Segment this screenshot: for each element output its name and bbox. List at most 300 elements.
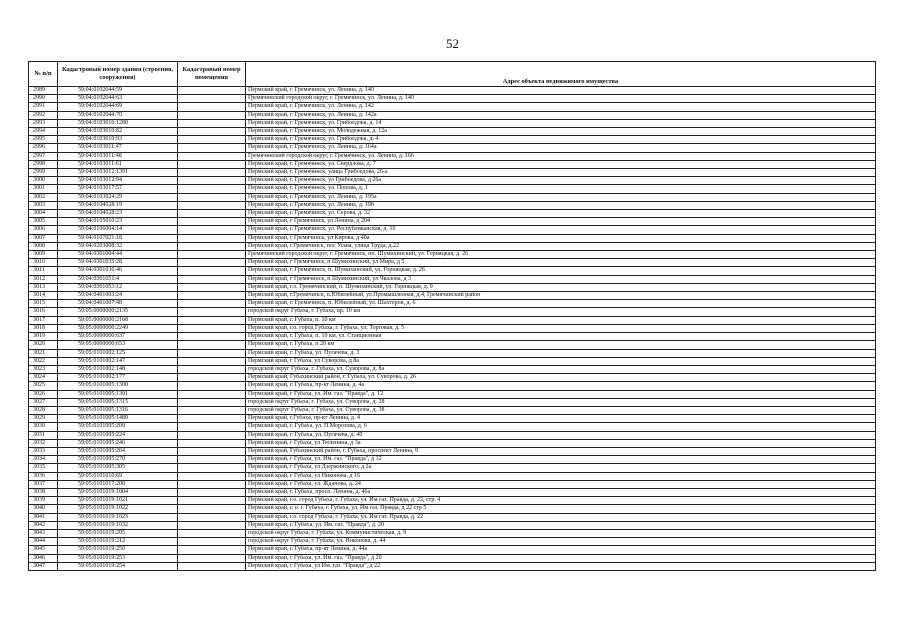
property-address: Пермский край, г. Губаха, п. 10 км, ул. Станционная [246, 333, 876, 341]
row-number: 3008 [29, 242, 58, 250]
row-number: 2990 [29, 95, 58, 103]
building-cadastral-number: 59:05:0101019:1023 [58, 513, 178, 521]
building-cadastral-number: 59:04:0102044:69 [58, 103, 178, 111]
row-number: 3014 [29, 292, 58, 300]
building-cadastral-number: 59:04:0102044:63 [58, 95, 178, 103]
room-cadastral-number [178, 374, 246, 382]
building-cadastral-number: 59:05:0101005:270 [58, 456, 178, 464]
row-number: 3032 [29, 439, 58, 447]
row-number: 3037 [29, 480, 58, 488]
property-address: Пермский край, г. Гремячинск, ул. Ленина, д. 164а [246, 144, 876, 152]
row-number: 3026 [29, 390, 58, 398]
table-row [29, 234, 876, 242]
row-number: 3003 [29, 201, 58, 209]
building-cadastral-number: 59:05:0101019:1032 [58, 521, 178, 529]
table-row [29, 292, 876, 300]
room-cadastral-number [178, 497, 246, 505]
table-row [29, 201, 876, 209]
table-row [29, 357, 876, 365]
room-cadastral-number [178, 259, 246, 267]
building-cadastral-number: 59:05:0101017:208 [58, 480, 178, 488]
building-cadastral-number: 59:04:0203008:32 [58, 242, 178, 250]
row-number: 2992 [29, 111, 58, 119]
table-row [29, 480, 876, 488]
table-row [29, 538, 876, 546]
room-cadastral-number [178, 275, 246, 283]
building-cadastral-number: 59:05:0101005:1480 [58, 415, 178, 423]
row-number: 3020 [29, 341, 58, 349]
building-cadastral-number: 59:05:0101019:1022 [58, 505, 178, 513]
room-cadastral-number [178, 431, 246, 439]
building-cadastral-number: 59:04:0103012:1391 [58, 169, 178, 177]
room-cadastral-number [178, 357, 246, 365]
room-cadastral-number [178, 111, 246, 119]
room-cadastral-number [178, 193, 246, 201]
table-row [29, 259, 876, 267]
row-number: 3041 [29, 513, 58, 521]
property-address: Пермский край, г.о. город Губаха, г. Губаха, ул. Им газ. Правда, д. 22 [246, 513, 876, 521]
table-row [29, 497, 876, 505]
table-row [29, 456, 876, 464]
row-number: 3022 [29, 357, 58, 365]
building-cadastral-number: 59:04:0103017:57 [58, 185, 178, 193]
row-number: 3009 [29, 251, 58, 259]
room-cadastral-number [178, 349, 246, 357]
property-address: Пермский край, г. Губаха, просп. Ленина, д. 46а [246, 488, 876, 496]
table-row [29, 513, 876, 521]
row-number: 3000 [29, 177, 58, 185]
building-cadastral-number: 59:04:0103010:93 [58, 136, 178, 144]
building-cadastral-number: 59:04:0103024:29 [58, 193, 178, 201]
table-row [29, 349, 876, 357]
property-address: Пермский край, г. Губаха, п 20 км [246, 341, 876, 349]
building-cadastral-number: 59:05:0101002:177 [58, 374, 178, 382]
property-address: Пермский край, г Губаха, ул Суворова, д 8а [246, 357, 876, 365]
building-cadastral-number: 59:04:0103011:48 [58, 152, 178, 160]
table-row [29, 505, 876, 513]
room-cadastral-number [178, 144, 246, 152]
property-address: Пермский край, г.Гремячинск, п.Юбилейный, ул.Промышленная, д.4, Гремячинский район [246, 292, 876, 300]
row-number: 3044 [29, 538, 58, 546]
room-cadastral-number [178, 513, 246, 521]
room-cadastral-number [178, 488, 246, 496]
table-row [29, 333, 876, 341]
building-cadastral-number: 59:04:0106004:14 [58, 226, 178, 234]
property-address: городской округ Губаха, г. Губаха, пр. 10 км [246, 308, 876, 316]
row-number: 3035 [29, 464, 58, 472]
property-address: Пермский край, г.о. город Губаха, г. Губаха, ул. Торговая, д. 5 [246, 324, 876, 332]
building-cadastral-number: 59:04:0107021:18 [58, 234, 178, 242]
table-row [29, 185, 876, 193]
building-cadastral-number: 59:05:0000000:2135 [58, 308, 178, 316]
property-address: Пермский край, г. Губаха, п. 10 км [246, 316, 876, 324]
room-cadastral-number [178, 562, 246, 570]
row-number: 3017 [29, 316, 58, 324]
property-address: Пермский край, г. Гремячинск, ул. Грибоедова, д. 4 [246, 136, 876, 144]
row-number: 3034 [29, 456, 58, 464]
property-address: Пермский край, г. Гремячинск, ул. Ленина, д. 198 [246, 201, 876, 209]
table-row [29, 406, 876, 414]
building-cadastral-number: 59:04:0301051:4 [58, 275, 178, 283]
room-cadastral-number [178, 218, 246, 226]
row-number: 3021 [29, 349, 58, 357]
property-address: Пермский край, г.Губаха, пр-кт Ленина, д. 4 [246, 415, 876, 423]
property-address: Пермский край, г Губаха, ул. Им. газ. "Правда", д 20 [246, 554, 876, 562]
property-address: Пермский край, г. Гремячинск, ул. Ленина, д. 195а [246, 193, 876, 201]
building-cadastral-number: 59:04:0105010:23 [58, 218, 178, 226]
property-address: Пермский край, г Гремячинск, п Шумихинский, ул Чкалова, д 3 [246, 275, 876, 283]
table-row [29, 87, 876, 95]
property-address: Пермский край, г Губаха, ул Никонова, д 16 [246, 472, 876, 480]
building-cadastral-number: 59:04:0103010:82 [58, 128, 178, 136]
property-address: Пермский край, г Губаха, ул. Им. газ. "Правда", д. 12 [246, 390, 876, 398]
table-row [29, 390, 876, 398]
row-number: 2994 [29, 128, 58, 136]
property-address: Пермский край, г.Гремячинск, пос Усьва, улица Труда, д.22 [246, 242, 876, 250]
row-number: 3023 [29, 365, 58, 373]
property-address: Пермский край, г. Гремячинск, ул. Республиканская, д. 16 [246, 226, 876, 234]
table-row [29, 431, 876, 439]
property-address: Пермский край, г. Гремячинск, ул. Ленина, д. 142а [246, 111, 876, 119]
room-cadastral-number [178, 242, 246, 250]
room-cadastral-number [178, 439, 246, 447]
room-cadastral-number [178, 333, 246, 341]
building-cadastral-number: 59:05:0101002:148 [58, 365, 178, 373]
building-cadastral-number: 59:04:0301053:12 [58, 283, 178, 291]
row-number: 3018 [29, 324, 58, 332]
row-number: 3045 [29, 546, 58, 554]
property-address: Пермский край, г Губаха, ул Им. газ. "Правда", д 22 [246, 562, 876, 570]
row-number: 3039 [29, 497, 58, 505]
room-cadastral-number [178, 136, 246, 144]
table-row [29, 308, 876, 316]
table-row [29, 177, 876, 185]
room-cadastral-number [178, 283, 246, 291]
property-table [28, 61, 876, 571]
property-address: Пермский край, г Губаха, ул. Жданова, д. 24 [246, 480, 876, 488]
property-address: Пермский край, г Губаха, ул. Им. газ. "Правда", д 12 [246, 456, 876, 464]
property-address: Пермский край, г. Гремячинск, ул. Попова, д. 1 [246, 185, 876, 193]
property-address: Пермский край, г. Гремячинск, ул. Ленина, д. 142 [246, 103, 876, 111]
table-row [29, 464, 876, 472]
property-address: городской округ Губаха, г. Губаха, ул. Коммунистическая, д. 9 [246, 529, 876, 537]
building-cadastral-number: 59:05:0101002:147 [58, 357, 178, 365]
room-cadastral-number [178, 103, 246, 111]
row-number: 3002 [29, 193, 58, 201]
row-number: 3011 [29, 267, 58, 275]
room-cadastral-number [178, 292, 246, 300]
property-address: Гремячинский городской округ, г. Гремячинск, ул. Ленина, д. 166 [246, 152, 876, 160]
table-row [29, 521, 876, 529]
property-address: Пермский край, г. Губаха, ул. Пугачева, д. 40 [246, 431, 876, 439]
header-building-cadastral: Кадастровый номер здания (строения, сооружения) [58, 62, 178, 87]
room-cadastral-number [178, 201, 246, 209]
room-cadastral-number [178, 185, 246, 193]
row-number: 3040 [29, 505, 58, 513]
property-address: Пермский край, г Гремячинск, ул Кирова, д 40а [246, 234, 876, 242]
building-cadastral-number: 59:04:0103011:61 [58, 160, 178, 168]
building-cadastral-number: 59:04:0103010:1280 [58, 119, 178, 127]
table-row [29, 218, 876, 226]
building-cadastral-number: 59:05:0101002:125 [58, 349, 178, 357]
table-row [29, 267, 876, 275]
table-row [29, 423, 876, 431]
table-row [29, 144, 876, 152]
row-number: 3015 [29, 300, 58, 308]
room-cadastral-number [178, 226, 246, 234]
table-row [29, 398, 876, 406]
room-cadastral-number [178, 160, 246, 168]
property-address: Пермский край, г. Гремячинск, ул Грибоедова, д 26а [246, 177, 876, 185]
table-row [29, 152, 876, 160]
building-cadastral-number: 59:04:0301004:44 [58, 251, 178, 259]
room-cadastral-number [178, 119, 246, 127]
row-number: 3001 [29, 185, 58, 193]
room-cadastral-number [178, 406, 246, 414]
building-cadastral-number: 59:05:0101019:1004 [58, 488, 178, 496]
table-row [29, 251, 876, 259]
row-number: 2996 [29, 144, 58, 152]
row-number: 3024 [29, 374, 58, 382]
row-number: 2991 [29, 103, 58, 111]
room-cadastral-number [178, 169, 246, 177]
room-cadastral-number [178, 251, 246, 259]
room-cadastral-number [178, 472, 246, 480]
table-row [29, 439, 876, 447]
header-address-blank [246, 62, 876, 79]
table-row [29, 546, 876, 554]
building-cadastral-number: 59:05:0000000:653 [58, 341, 178, 349]
row-number: 3028 [29, 406, 58, 414]
building-cadastral-number: 59:05:0101005:1315 [58, 398, 178, 406]
header-number: № п/п [29, 62, 58, 87]
row-number: 2998 [29, 160, 58, 168]
table-body [29, 87, 876, 571]
building-cadastral-number: 59:04:0104028:23 [58, 210, 178, 218]
row-number: 3031 [29, 431, 58, 439]
row-number: 2989 [29, 87, 58, 95]
building-cadastral-number: 59:05:0101005:1300 [58, 382, 178, 390]
building-cadastral-number: 59:05:0101019:212 [58, 538, 178, 546]
building-cadastral-number: 59:04:0301036:46 [58, 267, 178, 275]
room-cadastral-number [178, 554, 246, 562]
table-row [29, 103, 876, 111]
room-cadastral-number [178, 505, 246, 513]
building-cadastral-number: 59:05:0101010:69 [58, 472, 178, 480]
row-number: 3030 [29, 423, 58, 431]
property-address: Пермский край, г. Гремячинск, п. Шумихинский, ул. Горняцкая, д. 26 [246, 267, 876, 275]
row-number: 3010 [29, 259, 58, 267]
room-cadastral-number [178, 300, 246, 308]
table-row [29, 529, 876, 537]
table-row [29, 111, 876, 119]
property-address: городской округ Губаха, г. Губаха, ул. Никонова, д. 44 [246, 538, 876, 546]
property-address: городской округ Губаха, г. Губаха, ул. Суворова, д. 28 [246, 398, 876, 406]
property-address: Гремячинский городской округ, г. Гремячинск, ул. Ленина, д. 140 [246, 95, 876, 103]
row-number: 3033 [29, 447, 58, 455]
table-row [29, 554, 876, 562]
table-row [29, 95, 876, 103]
property-address: Пермский край, г. Гремячинск, ул. Молодежная, д. 12а [246, 128, 876, 136]
table-row [29, 488, 876, 496]
building-cadastral-number: 59:05:0101019:254 [58, 562, 178, 570]
property-address: Пермский край, г. Губаха, ул. Пугачева, д. 3 [246, 349, 876, 357]
row-number: 3027 [29, 398, 58, 406]
property-address: Пермский край, г. Гремячинск, ул. Свердлова, д. 7 [246, 160, 876, 168]
property-address: Пермский край, г. Гремячинск, ул. Грибоедова, д. 14 [246, 119, 876, 127]
table-row [29, 283, 876, 291]
building-cadastral-number: 59:05:0000000:2249 [58, 324, 178, 332]
table-row [29, 193, 876, 201]
header-address: Адрес объекта недвижимого имущества [246, 78, 876, 87]
row-number: 3042 [29, 521, 58, 529]
row-number: 3019 [29, 333, 58, 341]
header-room-cadastral: Кадастровый номер помещения [178, 62, 246, 87]
page-number: 52 [446, 36, 459, 51]
room-cadastral-number [178, 521, 246, 529]
property-address: Пермский край, г Гремячинск, ул Ленина, д 204 [246, 218, 876, 226]
table-row [29, 341, 876, 349]
table-row [29, 210, 876, 218]
room-cadastral-number [178, 95, 246, 103]
room-cadastral-number [178, 267, 246, 275]
room-cadastral-number [178, 87, 246, 95]
room-cadastral-number [178, 324, 246, 332]
property-address: Пермский край, г. Гремячинск, ул. Ленина, д. 140 [246, 87, 876, 95]
room-cadastral-number [178, 546, 246, 554]
building-cadastral-number: 59:05:0000000:2168 [58, 316, 178, 324]
property-address: Пермский край, г Гремячинск, п Шумихинский, ул Мира, д 5 [246, 259, 876, 267]
room-cadastral-number [178, 152, 246, 160]
row-number: 3046 [29, 554, 58, 562]
row-number: 3047 [29, 562, 58, 570]
room-cadastral-number [178, 390, 246, 398]
table-row [29, 324, 876, 332]
property-address: городской округ Губаха, г. Губаха, ул. Суворова, д. 8а [246, 365, 876, 373]
table-row [29, 382, 876, 390]
property-address: Пермский край, г. Губаха, ул. П.Морозова, д. 6 [246, 423, 876, 431]
building-cadastral-number: 59:04:0301035:28 [58, 259, 178, 267]
building-cadastral-number: 59:05:0101005:1316 [58, 406, 178, 414]
building-cadastral-number: 59:05:0101019:250 [58, 546, 178, 554]
table-row [29, 365, 876, 373]
table-row [29, 300, 876, 308]
building-cadastral-number: 59:04:0401007:48 [58, 300, 178, 308]
building-cadastral-number: 59:05:0101019:253 [58, 554, 178, 562]
row-number: 3016 [29, 308, 58, 316]
room-cadastral-number [178, 480, 246, 488]
building-cadastral-number: 59:04:0103012:94 [58, 177, 178, 185]
building-cadastral-number: 59:04:0401003:24 [58, 292, 178, 300]
row-number: 3013 [29, 283, 58, 291]
property-address: Пермский край, г. Губаха, ул. Им. газ. "Правда", д. 20 [246, 521, 876, 529]
room-cadastral-number [178, 316, 246, 324]
building-cadastral-number: 59:04:0102044:59 [58, 87, 178, 95]
room-cadastral-number [178, 128, 246, 136]
row-number: 3043 [29, 529, 58, 537]
property-address: Пермский край, г.о. Гремячинский, п. Шумихинский, ул. Горняцкая, д. 9 [246, 283, 876, 291]
property-address: Пермский край, Губахинский район, г. Губаха, проспект Ленина, 9 [246, 447, 876, 455]
table-row [29, 242, 876, 250]
room-cadastral-number [178, 341, 246, 349]
row-number: 3012 [29, 275, 58, 283]
property-address: Пермский край, г. Губаха, пр-кт Ленина, д. 44а [246, 546, 876, 554]
room-cadastral-number [178, 234, 246, 242]
room-cadastral-number [178, 177, 246, 185]
building-cadastral-number: 59:05:0101005:246 [58, 439, 178, 447]
room-cadastral-number [178, 308, 246, 316]
row-number: 3038 [29, 488, 58, 496]
building-cadastral-number: 59:05:0101005:224 [58, 431, 178, 439]
table-row [29, 160, 876, 168]
table-row [29, 472, 876, 480]
property-address: Пермский край, г.о. город Губаха, г. Губаха, ул. Им газ. Правда, д. 22, стр. 4 [246, 497, 876, 505]
room-cadastral-number [178, 423, 246, 431]
row-number: 3004 [29, 210, 58, 218]
building-cadastral-number: 59:04:0103011:47 [58, 144, 178, 152]
table-row [29, 136, 876, 144]
building-cadastral-number: 59:04:0102044:70 [58, 111, 178, 119]
row-number: 3029 [29, 415, 58, 423]
property-address: городской округ Губаха, г. Губаха, ул. Суворова, д. 38 [246, 406, 876, 414]
room-cadastral-number [178, 382, 246, 390]
building-cadastral-number: 59:04:0104028:19 [58, 201, 178, 209]
building-cadastral-number: 59:05:0101019:205 [58, 529, 178, 537]
property-address: Пермский край, г. Гремячинск, ул. Серова, д. 32 [246, 210, 876, 218]
property-address: Пермский край, г Губаха, ул Тюленина, д 3а [246, 439, 876, 447]
building-cadastral-number: 59:05:0101005:1301 [58, 390, 178, 398]
row-number: 3036 [29, 472, 58, 480]
row-number: 3006 [29, 226, 58, 234]
room-cadastral-number [178, 365, 246, 373]
room-cadastral-number [178, 415, 246, 423]
room-cadastral-number [178, 456, 246, 464]
property-address: Пермский край, г. о. г. Губаха, г. Губаха, ул. Им газ. Правда, д 22 стр 5 [246, 505, 876, 513]
room-cadastral-number [178, 398, 246, 406]
property-address: Пермский край, г Губаха, ул Дзержинского, д 2а [246, 464, 876, 472]
row-number: 2993 [29, 119, 58, 127]
table-row [29, 374, 876, 382]
row-number: 3007 [29, 234, 58, 242]
room-cadastral-number [178, 464, 246, 472]
room-cadastral-number [178, 529, 246, 537]
row-number: 2999 [29, 169, 58, 177]
building-cadastral-number: 59:05:0101005:209 [58, 423, 178, 431]
table-row [29, 562, 876, 570]
property-address: Пермский край, г. Гремячинск, улица Грибоедова, 26-а [246, 169, 876, 177]
building-cadastral-number: 59:05:0101019:1021 [58, 497, 178, 505]
table-row [29, 316, 876, 324]
row-number: 2995 [29, 136, 58, 144]
table-row [29, 415, 876, 423]
table-row [29, 447, 876, 455]
table-row [29, 119, 876, 127]
property-address: Пермский край, г. Гремячинск, п. Юбилейный, ул. Шахтеров, д. 6 [246, 300, 876, 308]
building-cadastral-number: 59:05:0101005:264 [58, 447, 178, 455]
row-number: 3025 [29, 382, 58, 390]
row-number: 2997 [29, 152, 58, 160]
property-address: Пермский край, Губахинский район, г. Губаха, ул. Суворова, д. 26 [246, 374, 876, 382]
table-row [29, 128, 876, 136]
building-cadastral-number: 59:05:0101005:305 [58, 464, 178, 472]
room-cadastral-number [178, 538, 246, 546]
room-cadastral-number [178, 210, 246, 218]
table-row [29, 226, 876, 234]
table-row [29, 275, 876, 283]
property-address: Пермский край, г. Губаха, пр-кт Ленина, д. 4а [246, 382, 876, 390]
table-row [29, 169, 876, 177]
row-number: 3005 [29, 218, 58, 226]
